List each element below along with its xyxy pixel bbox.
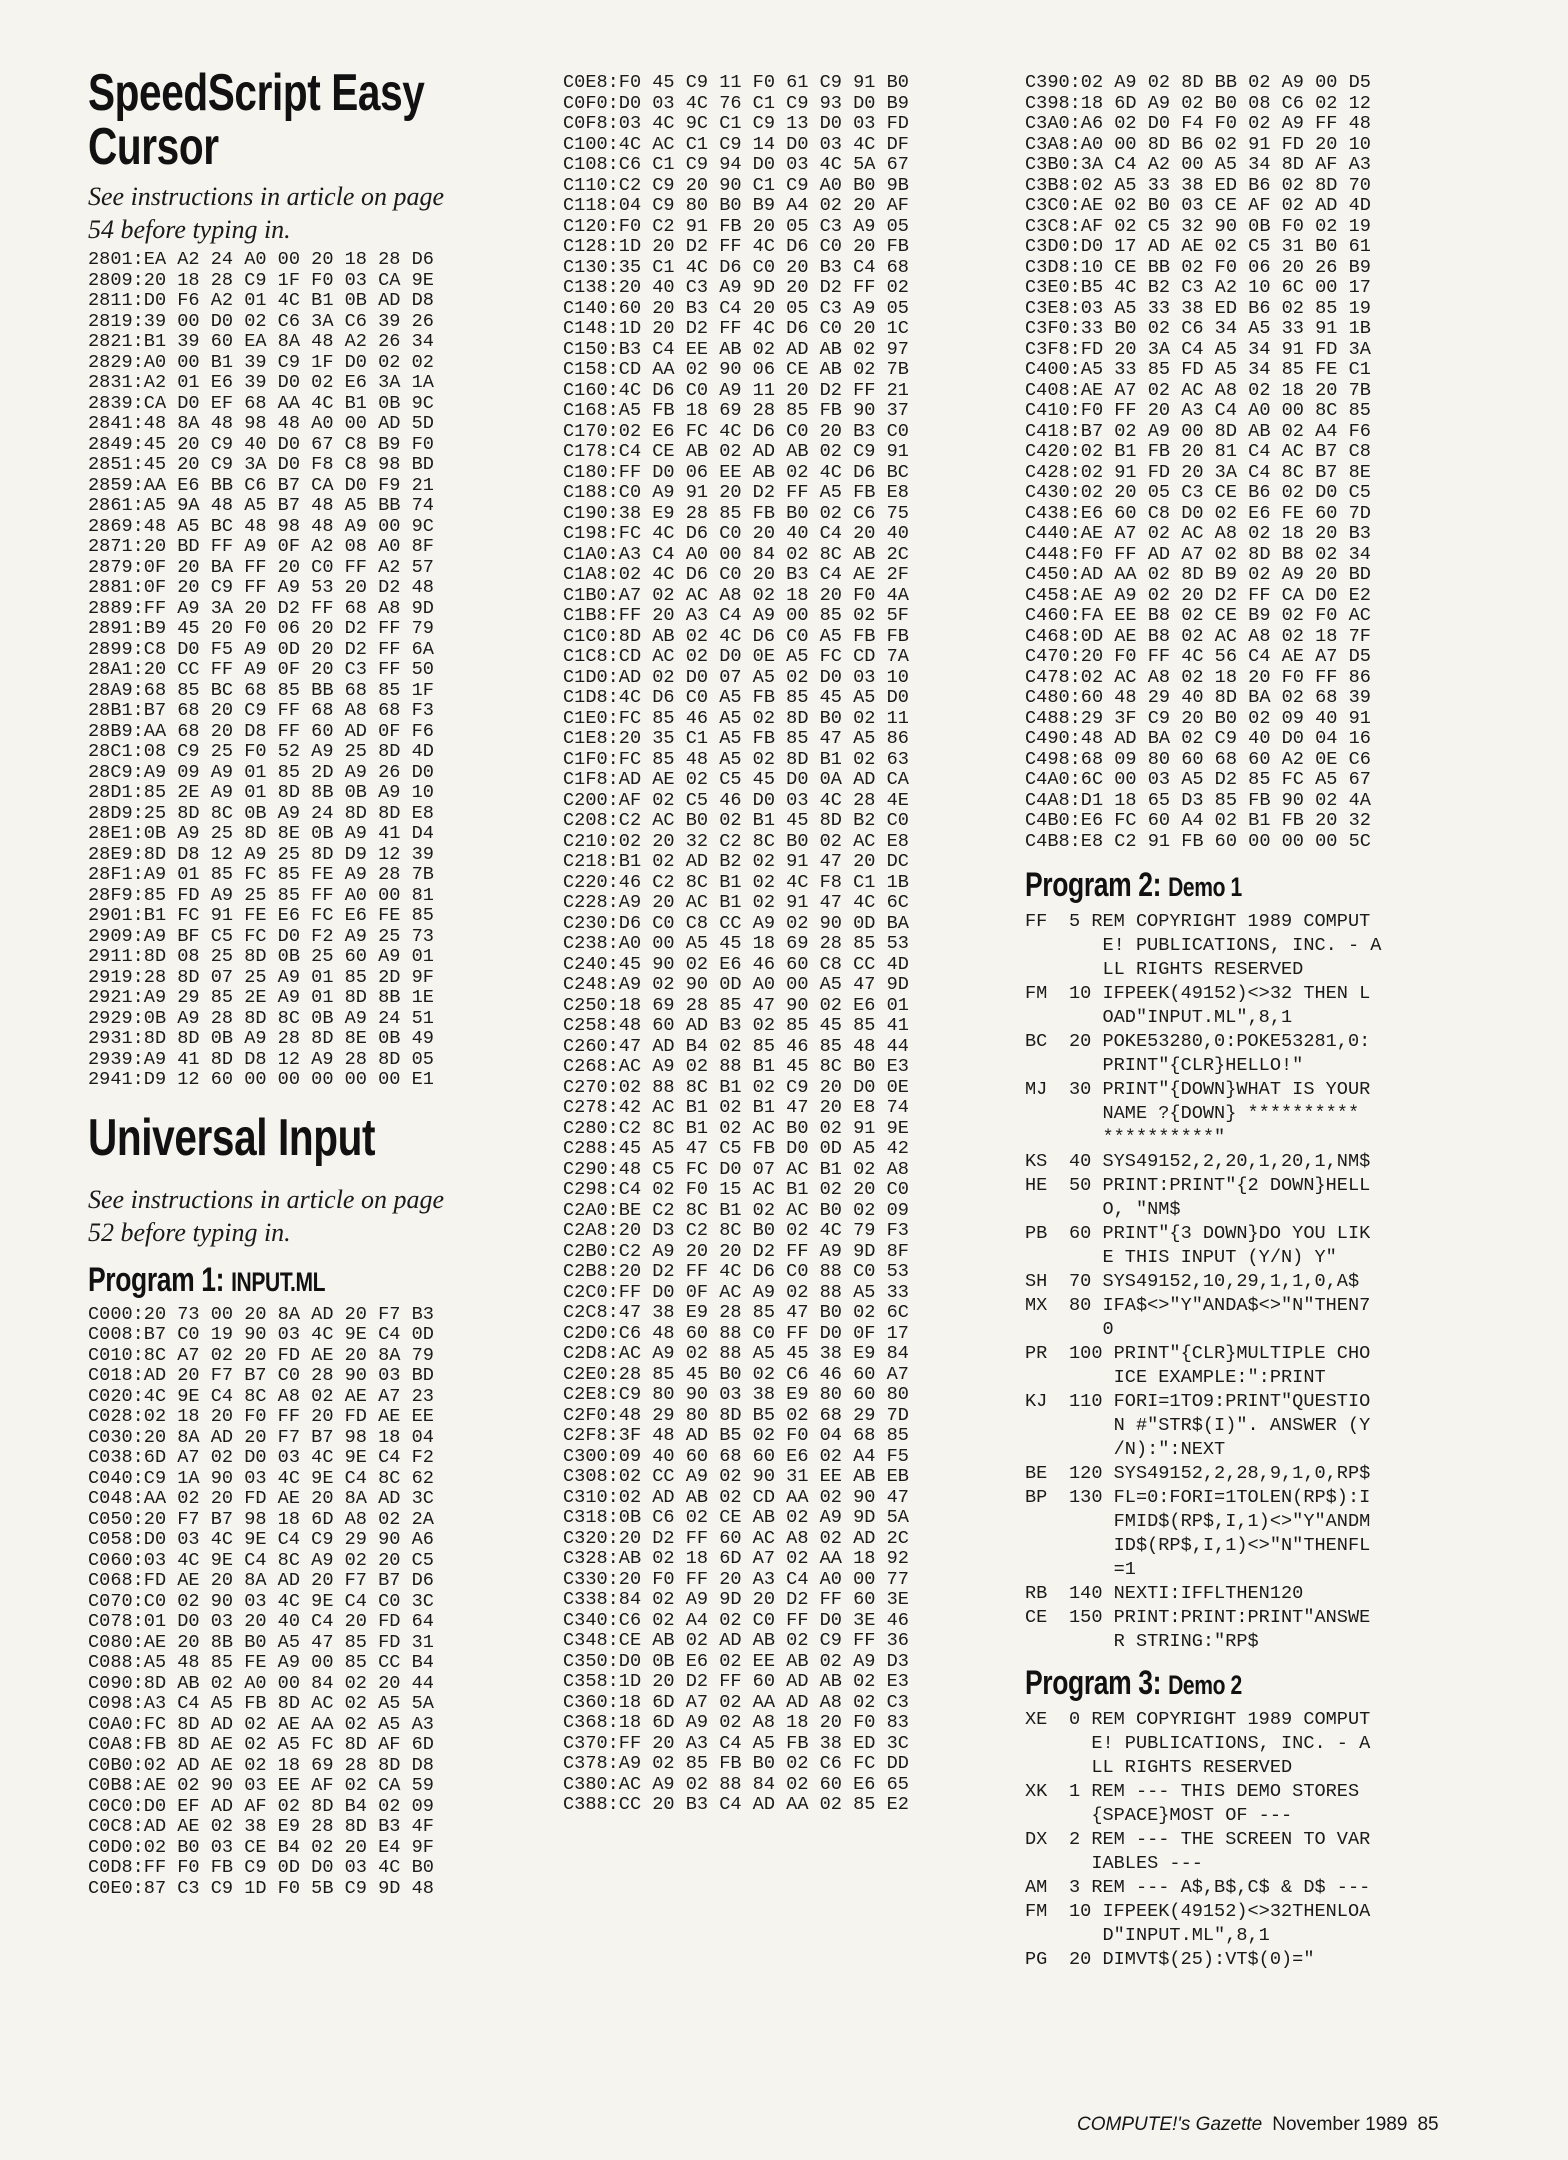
basic-line bbox=[1025, 1462, 1485, 1486]
listing-line: C488:29 3F C9 20 B0 02 09 40 91 bbox=[1025, 707, 1371, 729]
listing-line: C008:B7 C0 19 90 03 4C 9E C4 0D bbox=[88, 1324, 434, 1345]
listing-line: C190:38 E9 28 85 FB B0 02 C6 75 bbox=[563, 502, 909, 524]
program1-heading bbox=[88, 1261, 548, 1301]
listing-line: 2879:0F 20 BA FF 20 C0 FF A2 57 bbox=[88, 556, 434, 578]
basic-line bbox=[1025, 1390, 1485, 1462]
listing-line: C300:09 40 60 68 60 E6 02 A4 F5 bbox=[563, 1445, 909, 1467]
listing-line: C1D8:4C D6 C0 A5 FB 85 45 A5 D0 bbox=[563, 687, 909, 708]
listing-line: 28C9:A9 09 A9 01 85 2D A9 26 D0 bbox=[88, 761, 434, 783]
listing-line: C200:AF 02 C5 46 D0 03 4C 28 4E bbox=[563, 789, 909, 811]
listing-line: C440:AE A7 02 AC A8 02 18 20 B3 bbox=[1025, 523, 1371, 544]
listing-line: C210:02 20 32 C2 8C B0 02 AC E8 bbox=[563, 830, 909, 852]
basic-line bbox=[1025, 1030, 1485, 1078]
basic-listing-demo1 bbox=[1025, 910, 1485, 1654]
listing-line: C2B8:20 D2 FF 4C D6 C0 88 C0 53 bbox=[563, 1261, 909, 1282]
basic-code: 120 SYS49152,2,28,9,1,0,RP$ bbox=[1069, 1463, 1371, 1484]
instructions2-line-1: See instructions in article on page bbox=[88, 1184, 445, 1214]
listing-line: C430:02 20 05 C3 CE B6 02 D0 C5 bbox=[1025, 482, 1371, 503]
listing-line: 2861:A5 9A 48 A5 B7 48 A5 BB 74 bbox=[88, 495, 434, 516]
listing-line: C0C8:AD AE 02 38 E9 28 8D B3 4F bbox=[88, 1816, 434, 1837]
listing-line: C0F0:D0 03 4C 76 C1 C9 93 D0 B9 bbox=[563, 92, 909, 114]
basic-line bbox=[1025, 1900, 1485, 1948]
listing-line: C1F0:FC 85 48 A5 02 8D B1 02 63 bbox=[563, 748, 909, 770]
listing-line: C408:AE A7 02 AC A8 02 18 20 7B bbox=[1025, 379, 1371, 401]
listing-line: C0F8:03 4C 9C C1 C9 13 D0 03 FD bbox=[563, 113, 909, 134]
listing-line: C178:C4 CE AB 02 AD AB 02 C9 91 bbox=[563, 441, 909, 462]
listing-line: C138:20 40 C3 A9 9D 20 D2 FF 02 bbox=[563, 277, 909, 298]
listing-line: C3D0:D0 17 AD AE 02 C5 31 B0 61 bbox=[1025, 236, 1371, 257]
title-line-2: Cursor bbox=[88, 118, 219, 176]
listing-line: C1F8:AD AE 02 C5 45 D0 0A AD CA bbox=[563, 769, 909, 790]
listing-line: C2D8:AC A9 02 88 A5 45 38 E9 84 bbox=[563, 1343, 909, 1364]
checksum: MX bbox=[1025, 1295, 1048, 1316]
basic-line bbox=[1025, 982, 1485, 1030]
listing-line: C0E8:F0 45 C9 11 F0 61 C9 91 B0 bbox=[563, 72, 909, 93]
listing-line: C1A8:02 4C D6 C0 20 B3 C4 AE 2F bbox=[563, 564, 909, 585]
checksum: RB bbox=[1025, 1583, 1048, 1604]
listing-line: C0A8:FB 8D AE 02 A5 FC 8D AF 6D bbox=[88, 1734, 434, 1755]
checksum: KJ bbox=[1025, 1391, 1048, 1412]
listing-line: C3C8:AF 02 C5 32 90 0B F0 02 19 bbox=[1025, 215, 1371, 237]
listing-line: C470:20 F0 FF 4C 56 C4 AE A7 D5 bbox=[1025, 646, 1371, 667]
listing-line: C070:C0 02 90 03 4C 9E C4 C0 3C bbox=[88, 1590, 434, 1612]
listing-line: C170:02 E6 FC 4C D6 C0 20 B3 C0 bbox=[563, 420, 909, 442]
title-universal-input: Universal Input bbox=[88, 1108, 376, 1167]
listing-line: C388:CC 20 B3 C4 AD AA 02 85 E2 bbox=[563, 1794, 909, 1815]
instructions-line-1: See instructions in article on page bbox=[88, 182, 445, 211]
listing-line: 28D1:85 2E A9 01 8D 8B 0B A9 10 bbox=[88, 782, 434, 803]
basic-code: 10 IFPEEK(49152)<>32 THEN L OAD"INPUT.ML",8,1 bbox=[1069, 983, 1371, 1028]
listing-line: C3C0:AE 02 B0 03 CE AF 02 AD 4D bbox=[1025, 195, 1371, 216]
listing-line: 2839:CA D0 EF 68 AA 4C B1 0B 9C bbox=[88, 392, 434, 414]
listing-line: C140:60 20 B3 C4 20 05 C3 A9 05 bbox=[563, 297, 909, 319]
listing-line: 28D9:25 8D 8C 0B A9 24 8D 8D E8 bbox=[88, 802, 434, 824]
listing-line: 2841:48 8A 48 98 48 A0 00 AD 5D bbox=[88, 413, 434, 434]
listing-line: C238:A0 00 A5 45 18 69 28 85 53 bbox=[563, 933, 909, 954]
basic-line bbox=[1025, 1780, 1485, 1828]
basic-code: 50 PRINT:PRINT"{2 DOWN}HELL O, "NM$ bbox=[1069, 1175, 1371, 1220]
program3-name: Demo 2 bbox=[1168, 1670, 1242, 1700]
basic-code: 20 DIMVT$(25):VT$(0)=" bbox=[1069, 1949, 1315, 1970]
listing-line: C2C8:47 38 E9 28 85 47 B0 02 6C bbox=[563, 1302, 909, 1323]
basic-line bbox=[1025, 1828, 1485, 1876]
listing-line: C100:4C AC C1 C9 14 D0 03 4C DF bbox=[563, 133, 909, 155]
checksum: PG bbox=[1025, 1949, 1048, 1970]
listing-line: 2891:B9 45 20 F0 06 20 D2 FF 79 bbox=[88, 618, 434, 639]
listing-line: C460:FA EE B8 02 CE B9 02 F0 AC bbox=[1025, 605, 1371, 626]
listing-line: C1B0:A7 02 AC A8 02 18 20 F0 4A bbox=[563, 584, 909, 606]
listing-line: 28F9:85 FD A9 25 85 FF A0 00 81 bbox=[88, 884, 434, 906]
column-middle bbox=[563, 0, 1011, 1816]
listing-line: 28F1:A9 01 85 FC 85 FE A9 28 7B bbox=[88, 864, 434, 885]
listing-program1-end bbox=[1025, 73, 1485, 852]
program2-name: Demo 1 bbox=[1168, 872, 1242, 902]
listing-line: C030:20 8A AD 20 F7 B7 98 18 04 bbox=[88, 1426, 434, 1448]
basic-code: 5 REM COPYRIGHT 1989 COMPUT E! PUBLICATIONS, INC. - A LL RIGHTS RESERVED bbox=[1069, 911, 1382, 980]
basic-code: 150 PRINT:PRINT:PRINT"ANSWE R STRING:"RP$ bbox=[1069, 1607, 1371, 1652]
listing-line: C060:03 4C 9E C4 8C A9 02 20 C5 bbox=[88, 1549, 434, 1571]
listing-line: 2831:A2 01 E6 39 D0 02 E6 3A 1A bbox=[88, 372, 434, 393]
listing-line: 2911:8D 08 25 8D 0B 25 60 A9 01 bbox=[88, 946, 434, 967]
listing-line: C248:A9 02 90 0D A0 00 A5 47 9D bbox=[563, 974, 909, 995]
basic-line bbox=[1025, 1222, 1485, 1270]
basic-code: 3 REM --- A$,B$,C$ & D$ --- bbox=[1069, 1877, 1371, 1898]
listing-line: C220:46 C2 8C B1 02 4C F8 C1 1B bbox=[563, 871, 909, 893]
listing-line: C2D0:C6 48 60 88 C0 FF D0 0F 17 bbox=[563, 1322, 909, 1344]
listing-line: C2B0:C2 A9 20 20 D2 FF A9 9D 8F bbox=[563, 1240, 909, 1262]
checksum: KS bbox=[1025, 1151, 1048, 1172]
basic-code: 2 REM --- THE SCREEN TO VAR IABLES --- bbox=[1069, 1829, 1371, 1874]
basic-line bbox=[1025, 1606, 1485, 1654]
listing-line: C390:02 A9 02 8D BB 02 A9 00 D5 bbox=[1025, 72, 1371, 93]
listing-line: 2851:45 20 C9 3A D0 F8 C8 98 BD bbox=[88, 454, 434, 475]
listing-line: C0D8:FF F0 FB C9 0D D0 03 4C B0 bbox=[88, 1857, 434, 1878]
checksum: DX bbox=[1025, 1829, 1048, 1850]
issue-date: November 1989 bbox=[1272, 2114, 1408, 2135]
listing-line: 2909:A9 BF C5 FC D0 F2 A9 25 73 bbox=[88, 925, 434, 947]
listing-line: C278:42 AC B1 02 B1 47 20 E8 74 bbox=[563, 1097, 909, 1118]
listing-line: C0D0:02 B0 03 CE B4 02 20 E4 9F bbox=[88, 1836, 434, 1858]
basic-line bbox=[1025, 1078, 1485, 1150]
listing-line: 28E9:8D D8 12 A9 25 8D D9 12 39 bbox=[88, 843, 434, 865]
listing-line: 28A1:20 CC FF A9 0F 20 C3 FF 50 bbox=[88, 659, 434, 680]
listing-line: 2929:0B A9 28 8D 8C 0B A9 24 51 bbox=[88, 1007, 434, 1029]
listing-line: 2801:EA A2 24 A0 00 20 18 28 D6 bbox=[88, 249, 434, 270]
listing-line: C398:18 6D A9 02 B0 08 C6 02 12 bbox=[1025, 92, 1371, 114]
basic-code: 110 FORI=1TO9:PRINT"QUESTIO N #"STR$(I)". ANSWER (Y /N):":NEXT bbox=[1069, 1391, 1371, 1460]
article-title-universal-input bbox=[88, 1108, 548, 1167]
listing-line: C3E0:B5 4C B2 C3 A2 10 6C 00 17 bbox=[1025, 277, 1371, 298]
column-right bbox=[1025, 0, 1485, 1972]
checksum: FM bbox=[1025, 1901, 1048, 1922]
listing-line: C058:D0 03 4C 9E C4 C9 29 90 A6 bbox=[88, 1529, 434, 1550]
listing-line: C330:20 F0 FF 20 A3 C4 A0 00 77 bbox=[563, 1568, 909, 1590]
checksum: AM bbox=[1025, 1877, 1048, 1898]
basic-code: 130 FL=0:FORI=1TOLEN(RP$):I FMID$(RP$,I,1)<>"Y"ANDM ID$(RP$,I,1)<>"N"THENFL =1 bbox=[1069, 1487, 1371, 1580]
checksum: BP bbox=[1025, 1487, 1048, 1508]
instructions2-line-2: 52 before typing in. bbox=[88, 1217, 291, 1247]
basic-code: 0 REM COPYRIGHT 1989 COMPUT E! PUBLICATIONS, INC. - A LL RIGHTS RESERVED bbox=[1069, 1709, 1371, 1778]
listing-line: 2821:B1 39 60 EA 8A 48 A2 26 34 bbox=[88, 331, 434, 352]
listing-line: C380:AC A9 02 88 84 02 60 E6 65 bbox=[563, 1773, 909, 1795]
listing-line: C268:AC A9 02 88 B1 45 8C B0 E3 bbox=[563, 1056, 909, 1077]
listing-line: C0E0:87 C3 C9 1D F0 5B C9 9D 48 bbox=[88, 1877, 434, 1899]
instructions-line-2: 54 before typing in. bbox=[88, 215, 291, 244]
listing-line: C4B0:E6 FC 60 A4 02 B1 FB 20 32 bbox=[1025, 810, 1371, 831]
listing-line: C4A8:D1 18 65 D3 85 FB 90 02 4A bbox=[1025, 789, 1371, 811]
listing-line: C3B0:3A C4 A2 00 A5 34 8D AF A3 bbox=[1025, 154, 1371, 175]
listing-line: 2871:20 BD FF A9 0F A2 08 A0 8F bbox=[88, 536, 434, 557]
listing-line: 2809:20 18 28 C9 1F F0 03 CA 9E bbox=[88, 269, 434, 291]
listing-line: C108:C6 C1 C9 94 D0 03 4C 5A 67 bbox=[563, 154, 909, 175]
listing-line: C228:A9 20 AC B1 02 91 47 4C 6C bbox=[563, 892, 909, 913]
listing-line: C3B8:02 A5 33 38 ED B6 02 8D 70 bbox=[1025, 174, 1371, 196]
listing-line: C080:AE 20 8B B0 A5 47 85 FD 31 bbox=[88, 1631, 434, 1653]
listing-line: C1C8:CD AC 02 D0 0E A5 FC CD 7A bbox=[563, 646, 909, 667]
listing-line: C020:4C 9E C4 8C A8 02 AE A7 23 bbox=[88, 1385, 434, 1407]
listing-line: C018:AD 20 F7 B7 C0 28 90 03 BD bbox=[88, 1365, 434, 1386]
basic-code: 10 IFPEEK(49152)<>32THENLOA D"INPUT.ML",8,1 bbox=[1069, 1901, 1371, 1946]
listing-line: C378:A9 02 85 FB B0 02 C6 FC DD bbox=[563, 1753, 909, 1774]
listing-line: C2A0:BE C2 8C B1 02 AC B0 02 09 bbox=[563, 1199, 909, 1221]
checksum: BC bbox=[1025, 1031, 1048, 1052]
listing-line: C078:01 D0 03 20 40 C4 20 FD 64 bbox=[88, 1611, 434, 1632]
listing-line: C3F0:33 B0 02 C6 34 A5 33 91 1B bbox=[1025, 318, 1371, 339]
listing-line: C198:FC 4C D6 C0 20 40 C4 20 40 bbox=[563, 523, 909, 544]
checksum: PB bbox=[1025, 1223, 1048, 1244]
checksum: XK bbox=[1025, 1781, 1048, 1802]
listing-line: C428:02 91 FD 20 3A C4 8C B7 8E bbox=[1025, 461, 1371, 483]
listing-line: C048:AA 02 20 FD AE 20 8A AD 3C bbox=[88, 1488, 434, 1509]
checksum: FM bbox=[1025, 983, 1048, 1004]
listing-line: C270:02 88 8C B1 02 C9 20 D0 0E bbox=[563, 1076, 909, 1098]
listing-line: 2859:AA E6 BB C6 B7 CA D0 F9 21 bbox=[88, 474, 434, 496]
basic-line bbox=[1025, 1486, 1485, 1582]
basic-line bbox=[1025, 1708, 1485, 1780]
column-left bbox=[88, 0, 548, 1899]
listing-line: C448:F0 FF AD A7 02 8D B8 02 34 bbox=[1025, 543, 1371, 565]
basic-code: 30 PRINT"{DOWN}WHAT IS YOUR NAME ?{DOWN} ********** **********" bbox=[1069, 1079, 1371, 1148]
instructions-universal-input bbox=[88, 1183, 548, 1249]
listing-line: C110:C2 C9 20 90 C1 C9 A0 B0 9B bbox=[563, 174, 909, 196]
listing-line: C350:D0 0B E6 02 EE AB 02 A9 D3 bbox=[563, 1650, 909, 1672]
program3-heading bbox=[1025, 1664, 1485, 1704]
listing-line: C348:CE AB 02 AD AB 02 C9 FF 36 bbox=[563, 1630, 909, 1651]
listing-line: 2869:48 A5 BC 48 98 48 A9 00 9C bbox=[88, 515, 434, 537]
listing-line: C368:18 6D A9 02 A8 18 20 F0 83 bbox=[563, 1712, 909, 1733]
listing-line: C3F8:FD 20 3A C4 A5 34 91 FD 3A bbox=[1025, 338, 1371, 360]
program2-heading bbox=[1025, 866, 1485, 906]
listing-line: C010:8C A7 02 20 FD AE 20 8A 79 bbox=[88, 1344, 434, 1366]
listing-line: 28A9:68 85 BC 68 85 BB 68 85 1F bbox=[88, 679, 434, 701]
listing-line: 2899:C8 D0 F5 A9 0D 20 D2 FF 6A bbox=[88, 638, 434, 660]
listing-line: C338:84 02 A9 9D 20 D2 FF 60 3E bbox=[563, 1589, 909, 1610]
checksum: HE bbox=[1025, 1175, 1048, 1196]
listing-line: C280:C2 8C B1 02 AC B0 02 91 9E bbox=[563, 1117, 909, 1139]
listing-line: C450:AD AA 02 8D B9 02 A9 20 BD bbox=[1025, 564, 1371, 585]
listing-line: 28C1:08 C9 25 F0 52 A9 25 8D 4D bbox=[88, 741, 434, 762]
listing-line: C068:FD AE 20 8A AD 20 F7 B7 D6 bbox=[88, 1570, 434, 1591]
program3-title: Program 3: bbox=[1025, 1664, 1162, 1702]
basic-line bbox=[1025, 1342, 1485, 1390]
listing-line: C320:20 D2 FF 60 AC A8 02 AD 2C bbox=[563, 1527, 909, 1549]
listing-line: 28B9:AA 68 20 D8 FF 60 AD 0F F6 bbox=[88, 720, 434, 742]
listing-line: C480:60 48 29 40 8D BA 02 68 39 bbox=[1025, 687, 1371, 708]
title-line-1: SpeedScript Easy bbox=[88, 64, 425, 122]
basic-line bbox=[1025, 910, 1485, 982]
basic-code: 60 PRINT"{3 DOWN}DO YOU LIK E THIS INPUT (Y/N) Y" bbox=[1069, 1223, 1371, 1268]
listing-line: C038:6D A7 02 D0 03 4C 9E C4 F2 bbox=[88, 1447, 434, 1468]
listing-line: C0C0:D0 EF AD AF 02 8D B4 02 09 bbox=[88, 1795, 434, 1817]
listing-line: C458:AE A9 02 20 D2 FF CA D0 E2 bbox=[1025, 584, 1371, 606]
listing-line: 2939:A9 41 8D D8 12 A9 28 8D 05 bbox=[88, 1048, 434, 1070]
listing-line: C290:48 C5 FC D0 07 AC B1 02 A8 bbox=[563, 1158, 909, 1180]
listing-line: C410:F0 FF 20 A3 C4 A0 00 8C 85 bbox=[1025, 400, 1371, 421]
listing-line: 2919:28 8D 07 25 A9 01 85 2D 9F bbox=[88, 966, 434, 988]
listing-line: C250:18 69 28 85 47 90 02 E6 01 bbox=[563, 994, 909, 1016]
listing-line: C1C0:8D AB 02 4C D6 C0 A5 FB FB bbox=[563, 625, 909, 647]
listing-line: C1A0:A3 C4 A0 00 84 02 8C AB 2C bbox=[563, 543, 909, 565]
listing-line: C418:B7 02 A9 00 8D AB 02 A4 F6 bbox=[1025, 420, 1371, 442]
page-number: 85 bbox=[1417, 2114, 1439, 2135]
listing-line: 28E1:0B A9 25 8D 8E 0B A9 41 D4 bbox=[88, 823, 434, 844]
listing-line: C260:47 AD B4 02 85 46 85 48 44 bbox=[563, 1035, 909, 1057]
listing-line: C310:02 AD AB 02 CD AA 02 90 47 bbox=[563, 1486, 909, 1508]
listing-line: C0B0:02 AD AE 02 18 69 28 8D D8 bbox=[88, 1754, 434, 1776]
listing-line: C400:A5 33 85 FD A5 34 85 FE C1 bbox=[1025, 359, 1371, 380]
listing-line: C1D0:AD 02 D0 07 A5 02 D0 03 10 bbox=[563, 666, 909, 688]
listing-line: C240:45 90 02 E6 46 60 C8 CC 4D bbox=[563, 953, 909, 975]
listing-line: C4A0:6C 00 03 A5 D2 85 FC A5 67 bbox=[1025, 769, 1371, 790]
listing-line: C1B8:FF 20 A3 C4 A9 00 85 02 5F bbox=[563, 605, 909, 626]
basic-line bbox=[1025, 1270, 1485, 1294]
listing-line: C4B8:E8 C2 91 FB 60 00 00 00 5C bbox=[1025, 830, 1371, 852]
listing-line: 2849:45 20 C9 40 D0 67 C8 B9 F0 bbox=[88, 433, 434, 455]
listing-line: 2819:39 00 D0 02 C6 3A C6 39 26 bbox=[88, 310, 434, 332]
basic-code: 1 REM --- THIS DEMO STORES {SPACE}MOST OF --- bbox=[1069, 1781, 1360, 1826]
listing-line: C1E8:20 35 C1 A5 FB 85 47 A5 86 bbox=[563, 728, 909, 749]
listing-line: C370:FF 20 A3 C4 A5 FB 38 ED 3C bbox=[563, 1732, 909, 1754]
program2-title: Program 2: bbox=[1025, 866, 1162, 904]
basic-code: 70 SYS49152,10,29,1,1,0,A$ bbox=[1069, 1271, 1360, 1292]
listing-program1-continued bbox=[563, 73, 1011, 1816]
listing-line: 28B1:B7 68 20 C9 FF 68 A8 68 F3 bbox=[88, 700, 434, 721]
basic-line bbox=[1025, 1294, 1485, 1342]
listing-line: C088:A5 48 85 FE A9 00 85 CC B4 bbox=[88, 1652, 434, 1673]
listing-line: C2F0:48 29 80 8D B5 02 68 29 7D bbox=[563, 1404, 909, 1426]
checksum: CE bbox=[1025, 1607, 1048, 1628]
listing-line: C0A0:FC 8D AD 02 AE AA 02 A5 A3 bbox=[88, 1713, 434, 1735]
listing-line: C0B8:AE 02 90 03 EE AF 02 CA 59 bbox=[88, 1775, 434, 1796]
listing-line: C148:1D 20 D2 FF 4C D6 C0 20 1C bbox=[563, 318, 909, 339]
listing-line: C298:C4 02 F0 15 AC B1 02 20 C0 bbox=[563, 1179, 909, 1200]
listing-line: C360:18 6D A7 02 AA AD A8 02 C3 bbox=[563, 1691, 909, 1713]
listing-line: C498:68 09 80 60 68 60 A2 0E C6 bbox=[1025, 748, 1371, 770]
listing-line: C158:CD AA 02 90 06 CE AB 02 7B bbox=[563, 359, 909, 380]
checksum: FF bbox=[1025, 911, 1048, 932]
listing-line: C318:0B C6 02 CE AB 02 A9 9D 5A bbox=[563, 1507, 909, 1528]
listing-line: C118:04 C9 80 B0 B9 A4 02 20 AF bbox=[563, 195, 909, 216]
listing-line: C438:E6 60 C8 D0 02 E6 FE 60 7D bbox=[1025, 502, 1371, 524]
listing-line: C188:C0 A9 91 20 D2 FF A5 FB E8 bbox=[563, 482, 909, 503]
page-footer bbox=[1077, 2114, 1477, 2136]
listing-line: 2931:8D 8D 0B A9 28 8D 8E 0B 49 bbox=[88, 1028, 434, 1049]
listing-line: C2E8:C9 80 90 03 38 E9 80 60 80 bbox=[563, 1384, 909, 1405]
checksum: PR bbox=[1025, 1343, 1048, 1364]
listing-line: C478:02 AC A8 02 18 20 F0 FF 86 bbox=[1025, 666, 1371, 688]
listing-line: C420:02 B1 FB 20 81 C4 AC B7 C8 bbox=[1025, 441, 1371, 462]
listing-line: C2F8:3F 48 AD B5 02 F0 04 68 85 bbox=[563, 1425, 909, 1446]
magazine-name: COMPUTE!'s Gazette bbox=[1077, 2114, 1263, 2135]
program1-title: Program 1: bbox=[88, 1260, 225, 1299]
listing-line: C150:B3 C4 EE AB 02 AD AB 02 97 bbox=[563, 338, 909, 360]
program1-filename: INPUT.ML bbox=[231, 1266, 326, 1297]
listing-line: C2C0:FF D0 0F AC A9 02 88 A5 33 bbox=[563, 1281, 909, 1303]
listing-line: C090:8D AB 02 A0 00 84 02 20 44 bbox=[88, 1672, 434, 1694]
listing-line: C098:A3 C4 A5 FB 8D AC 02 A5 5A bbox=[88, 1693, 434, 1714]
basic-line bbox=[1025, 1582, 1485, 1606]
listing-line: C2E0:28 85 45 B0 02 C6 46 60 A7 bbox=[563, 1363, 909, 1385]
listing-line: 2941:D9 12 60 00 00 00 00 00 E1 bbox=[88, 1069, 434, 1090]
instructions-speedscript bbox=[88, 180, 548, 246]
listing-line: C040:C9 1A 90 03 4C 9E C4 8C 62 bbox=[88, 1467, 434, 1489]
listing-line: C000:20 73 00 20 8A AD 20 F7 B3 bbox=[88, 1303, 434, 1325]
listing-line: C218:B1 02 AD B2 02 91 47 20 DC bbox=[563, 851, 909, 872]
checksum: BE bbox=[1025, 1463, 1048, 1484]
basic-line bbox=[1025, 1150, 1485, 1174]
listing-line: C130:35 C1 4C D6 C0 20 B3 C4 68 bbox=[563, 256, 909, 278]
basic-line bbox=[1025, 1174, 1485, 1222]
listing-line: C3E8:03 A5 33 38 ED B6 02 85 19 bbox=[1025, 297, 1371, 319]
article-title-speedscript bbox=[88, 66, 548, 174]
basic-code: 80 IFA$<>"Y"ANDA$<>"N"THEN7 0 bbox=[1069, 1295, 1371, 1340]
listing-line: C288:45 A5 47 C5 FB D0 0D A5 42 bbox=[563, 1138, 909, 1159]
listing-line: C328:AB 02 18 6D A7 02 AA 18 92 bbox=[563, 1548, 909, 1569]
basic-line bbox=[1025, 1876, 1485, 1900]
listing-line: C028:02 18 20 F0 FF 20 FD AE EE bbox=[88, 1406, 434, 1427]
listing-line: C258:48 60 AD B3 02 85 45 85 41 bbox=[563, 1015, 909, 1036]
listing-line: 2901:B1 FC 91 FE E6 FC E6 FE 85 bbox=[88, 905, 434, 926]
listing-line: C340:C6 02 A4 02 C0 FF D0 3E 46 bbox=[563, 1609, 909, 1631]
basic-line bbox=[1025, 1948, 1485, 1972]
listing-line: C208:C2 AC B0 02 B1 45 8D B2 C0 bbox=[563, 810, 909, 831]
listing-line: 2881:0F 20 C9 FF A9 53 20 D2 48 bbox=[88, 577, 434, 598]
listing-line: C120:F0 C2 91 FB 20 05 C3 A9 05 bbox=[563, 215, 909, 237]
listing-line: C3D8:10 CE BB 02 F0 06 20 26 B9 bbox=[1025, 256, 1371, 278]
basic-code: 140 NEXTI:IFFLTHEN120 bbox=[1069, 1583, 1304, 1604]
checksum: SH bbox=[1025, 1271, 1048, 1292]
listing-line: C3A8:A0 00 8D B6 02 91 FD 20 10 bbox=[1025, 133, 1371, 155]
listing-line: C308:02 CC A9 02 90 31 EE AB EB bbox=[563, 1466, 909, 1487]
basic-code: 20 POKE53280,0:POKE53281,0: PRINT"{CLR}HELLO!" bbox=[1069, 1031, 1371, 1076]
listing-line: 2829:A0 00 B1 39 C9 1F D0 02 02 bbox=[88, 351, 434, 373]
basic-code: 40 SYS49152,2,20,1,20,1,NM$ bbox=[1069, 1151, 1371, 1172]
listing-line: C230:D6 C0 C8 CC A9 02 90 0D BA bbox=[563, 912, 909, 934]
listing-line: C050:20 F7 B7 98 18 6D A8 02 2A bbox=[88, 1508, 434, 1530]
listing-line: C168:A5 FB 18 69 28 85 FB 90 37 bbox=[563, 400, 909, 421]
listing-line: C468:0D AE B8 02 AC A8 02 18 7F bbox=[1025, 625, 1371, 647]
listing-line: C3A0:A6 02 D0 F4 F0 02 A9 FF 48 bbox=[1025, 113, 1371, 134]
listing-line: C180:FF D0 06 EE AB 02 4C D6 BC bbox=[563, 461, 909, 483]
listing-line: 2889:FF A9 3A 20 D2 FF 68 A8 9D bbox=[88, 597, 434, 619]
listing-line: C490:48 AD BA 02 C9 40 D0 04 16 bbox=[1025, 728, 1371, 749]
checksum: XE bbox=[1025, 1709, 1048, 1730]
listing-line: C2A8:20 D3 C2 8C B0 02 4C 79 F3 bbox=[563, 1220, 909, 1241]
listing-line: C1E0:FC 85 46 A5 02 8D B0 02 11 bbox=[563, 707, 909, 729]
listing-line: 2921:A9 29 85 2E A9 01 8D 8B 1E bbox=[88, 987, 434, 1008]
basic-listing-demo2 bbox=[1025, 1708, 1485, 1972]
listing-line: C160:4C D6 C0 A9 11 20 D2 FF 21 bbox=[563, 379, 909, 401]
listing-program1 bbox=[88, 1305, 548, 1900]
checksum: MJ bbox=[1025, 1079, 1048, 1100]
listing-speedscript bbox=[88, 250, 548, 1091]
listing-line: C128:1D 20 D2 FF 4C D6 C0 20 FB bbox=[563, 236, 909, 257]
basic-code: 100 PRINT"{CLR}MULTIPLE CHO ICE EXAMPLE:":PRINT bbox=[1069, 1343, 1371, 1388]
listing-line: C358:1D 20 D2 FF 60 AD AB 02 E3 bbox=[563, 1671, 909, 1692]
listing-line: 2811:D0 F6 A2 01 4C B1 0B AD D8 bbox=[88, 290, 434, 311]
